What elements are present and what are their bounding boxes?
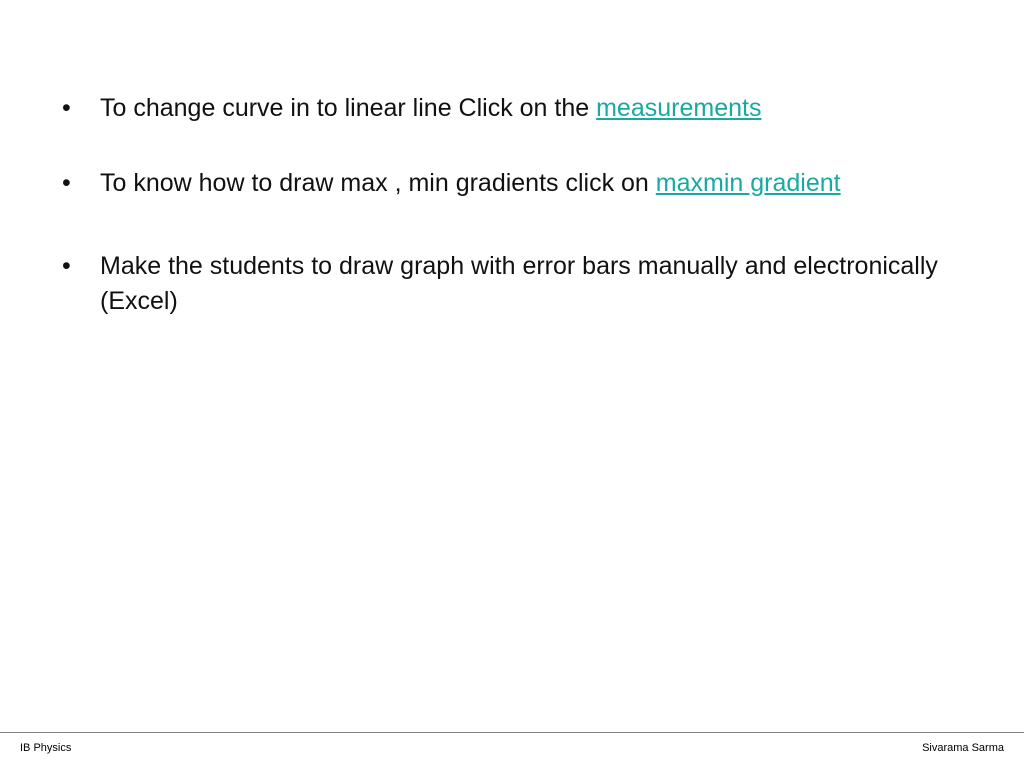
bullet-item-error-bars xyxy=(62,249,942,319)
footer-course-label: IB Physics xyxy=(20,742,72,754)
bullet-text-body: To change curve in to linear line Click on the xyxy=(100,94,597,122)
bullet-text xyxy=(100,166,942,201)
bullet-item-maxmin-gradient xyxy=(62,166,942,201)
bullet-marker: • xyxy=(62,94,71,122)
maxmin-gradient-link[interactable]: maxmin gradient xyxy=(655,169,841,197)
measurements-link[interactable]: measurements xyxy=(596,94,762,122)
bullet-marker: • xyxy=(62,169,71,197)
footer-divider xyxy=(0,732,1024,733)
bullet-text: Make the students to draw graph with error bars manually and electronically (Excel) xyxy=(100,252,938,315)
bullet-text xyxy=(100,91,942,126)
bullet-item-measurements xyxy=(62,91,942,126)
bullet-marker: • xyxy=(62,252,71,280)
footer-author-label: Sivarama Sarma xyxy=(922,742,1004,754)
bullet-text-body: To know how to draw max , min gradients click on xyxy=(100,169,656,197)
